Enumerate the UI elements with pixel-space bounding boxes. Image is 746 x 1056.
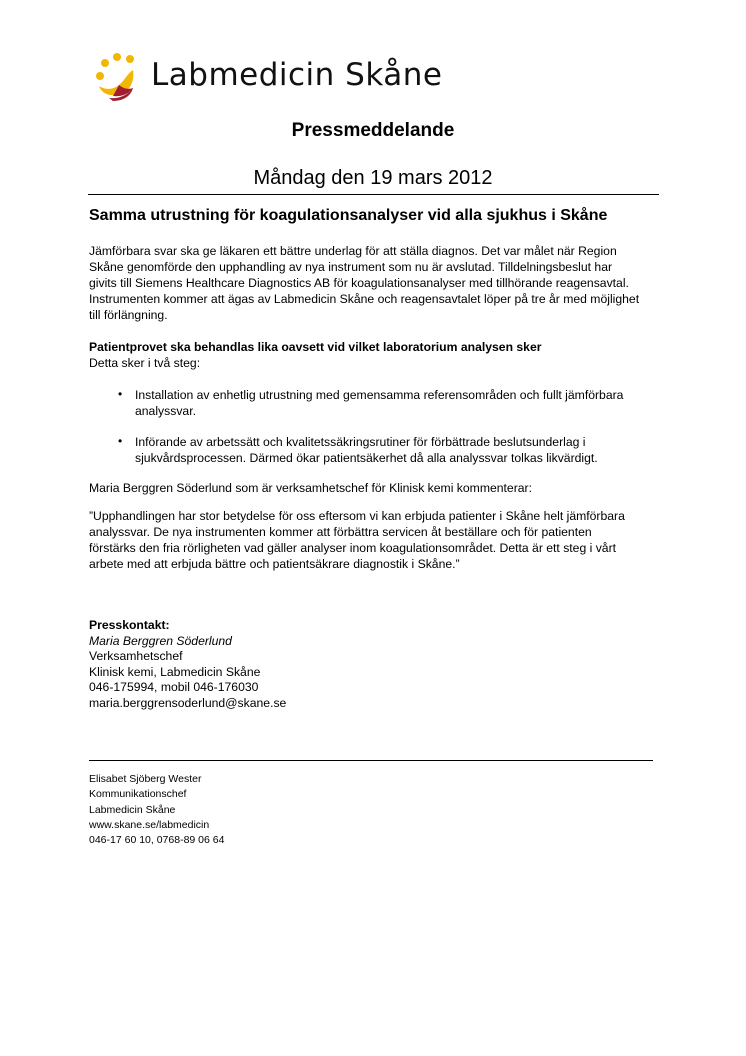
steps-intro: Detta sker i två steg: [89, 356, 201, 370]
footer-name: Elisabet Sjöberg Wester [89, 773, 202, 785]
bullet-marker: • [118, 387, 123, 401]
comment-intro: Maria Berggren Söderlund som är verksamhetschef för Klinisk kemi kommenterar: [89, 481, 532, 495]
press-contact-label: Presskontakt: [89, 618, 170, 632]
logo-icon [95, 52, 145, 102]
bullet-line: Installation av enhetlig utrustning med gemensamma referensområden och fullt jämförbara [135, 388, 624, 402]
intro-line: Skåne genomförde den upphandling av nya instrument som nu är avslutad. Tilldelningsbeslut har [89, 260, 613, 274]
header-divider [88, 194, 659, 195]
bullet-line: Införande av arbetssätt och kvalitetssäkringsrutiner för förbättrade beslutsunderlag i [135, 435, 586, 449]
press-contact [89, 618, 286, 711]
logo-text: Labmedicin Skåne [151, 57, 443, 93]
intro-line: Instrumenten kommer att ägas av Labmedicin Skåne och reagensavtalet löper på tre år med möjlighet [89, 292, 640, 306]
intro-line: till förlängning. [89, 308, 168, 322]
quote-line: förstärks den fria rörligheten vad gäller analyser inom koagulationsområdet. Detta är ett steg i vårt [89, 541, 617, 555]
quote-paragraph [89, 508, 659, 572]
press-contact-phone: 046-175994, mobil 046-176030 [89, 680, 259, 694]
footer-organization: Labmedicin Skåne [89, 803, 176, 816]
labmedicin-logo [95, 52, 455, 102]
bullet-marker: • [118, 434, 123, 448]
press-contact-department: Klinisk kemi, Labmedicin Skåne [89, 664, 261, 679]
subheading: Patientprovet ska behandlas lika oavsett vid vilket laboratorium analysen sker [89, 340, 542, 354]
intro-line: Jämförbara svar ska ge läkaren ett bättre underlag för att ställa diagnos. Det var målet när Region [89, 244, 617, 258]
press-contact-name: Maria Berggren Söderlund [89, 633, 232, 648]
quote-line: analyssvar. De nya instrumenten kommer att förbättra servicen åt beställare och för patienten [89, 525, 592, 539]
bullet-item [135, 387, 645, 419]
document-title: Pressmeddelande [291, 120, 455, 141]
footer-contact [89, 772, 224, 848]
bullet-item [135, 434, 645, 466]
intro-paragraph [89, 243, 659, 323]
article-title: Samma utrustning för koagulationsanalyser vid alla sjukhus i Skåne [89, 207, 608, 224]
press-contact-role: Verksamhetschef [89, 649, 183, 663]
bullet-line: analyssvar. [135, 404, 196, 418]
press-contact-email: maria.berggrensoderlund@skane.se [89, 695, 287, 710]
bullet-line: sjukvårdsprocessen. Därmed ökar patientsäkerhet då alla analyssvar tolkas likvärdigt. [135, 451, 598, 465]
footer-divider [89, 760, 653, 761]
footer-website: www.skane.se/labmedicin [89, 818, 210, 831]
document-date: Måndag den 19 mars 2012 [253, 167, 493, 189]
quote-line: arbete med att erbjuda bättre och patientsäkrare diagnostik i Skåne.” [89, 557, 460, 571]
quote-line: ”Upphandlingen har stor betydelse för oss eftersom vi kan erbjuda patienter i Skåne helt jämförbara [89, 509, 625, 523]
intro-line: givits till Siemens Healthcare Diagnostics AB för koagulationsanalyser med tillhörande reagensavtal. [89, 276, 629, 290]
footer-phone: 046-17 60 10, 0768-89 06 64 [89, 834, 225, 847]
footer-role: Kommunikationschef [89, 788, 187, 801]
